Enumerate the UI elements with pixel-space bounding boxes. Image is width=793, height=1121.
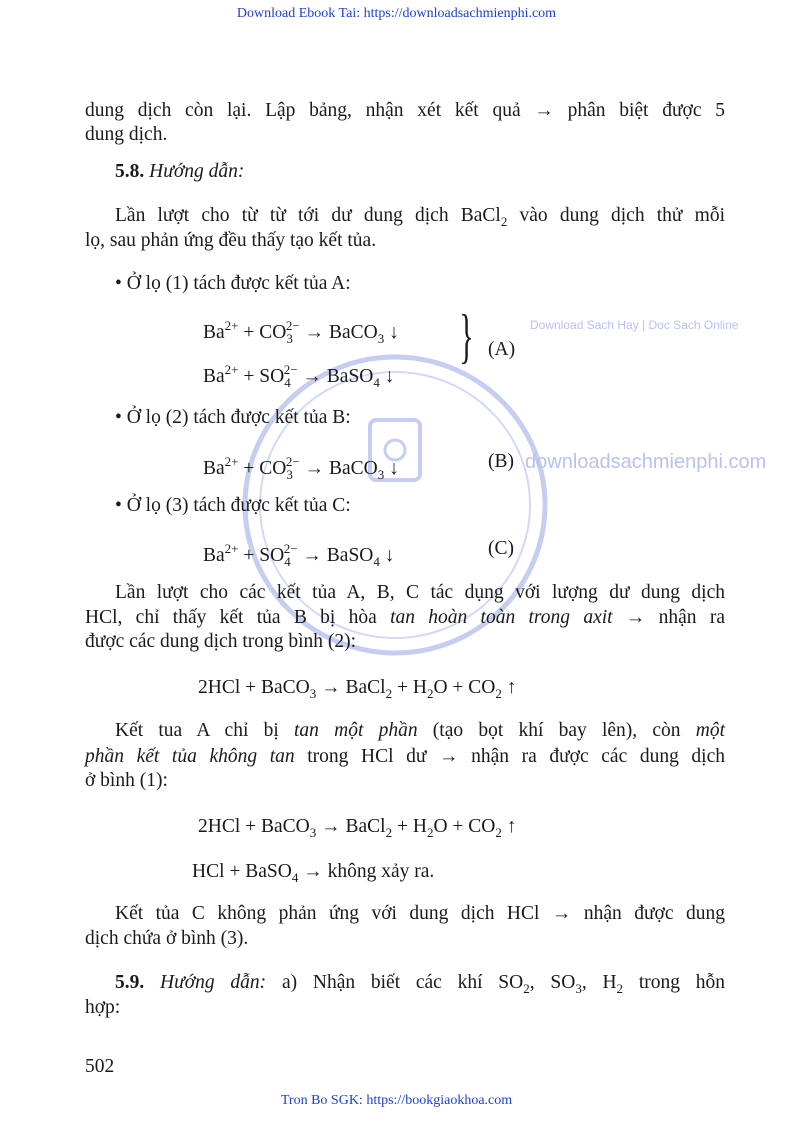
text-segment: → BaSO (297, 545, 374, 566)
text-segment: 3 (377, 331, 385, 346)
text-segment: 4 (284, 554, 291, 569)
text-segment: lọ, sau phản ứng đều thấy tạo kết tủa. (85, 230, 377, 251)
text-segment: • Ở lọ (1) tách được kết tủa A: (115, 273, 351, 294)
text-segment: 2− (283, 362, 298, 377)
label-b: (B) (488, 451, 514, 472)
text-segment: Lần lượt cho từ từ tới dư dung dịch BaCl (115, 205, 501, 226)
text-segment: tan một phần (293, 720, 418, 741)
text-segment: 2+ (224, 318, 239, 333)
text-line (115, 971, 725, 1001)
text-segment: Hướng dẫn: (149, 161, 245, 182)
text-line (115, 272, 351, 296)
text-segment: → không xảy ra. (298, 861, 435, 882)
text-segment: Kết tua A chỉ bị (115, 720, 294, 741)
text-segment: Hướng dẫn: (160, 972, 267, 993)
text-segment: một (695, 720, 726, 741)
text-segment: dung dịch. (85, 124, 168, 145)
text-segment: 4 (373, 375, 380, 390)
text-segment: → nhận ra (612, 607, 725, 628)
text-segment: ↓ (379, 545, 395, 566)
text-segment: → BaCl (316, 677, 386, 698)
text-segment: trong HCl dư → nhận ra được các dung dịch (294, 746, 725, 767)
text-segment: → BaSO (297, 366, 374, 387)
watermark-text: downloadsachmienphi.com (525, 451, 767, 473)
label-a: (A) (488, 339, 516, 360)
label-c: (C) (488, 538, 514, 559)
text-line (85, 123, 167, 147)
text-line (203, 314, 399, 351)
text-segment: HCl + BaSO (192, 861, 292, 882)
text-segment: O + CO (433, 816, 496, 837)
text-segment: 2 (616, 981, 624, 996)
text-segment: 2 (426, 825, 434, 840)
text-segment: ↓ (379, 366, 395, 387)
text-segment: → BaCl (316, 816, 386, 837)
text-segment: 4 (373, 554, 380, 569)
text-segment: a) Nhận biết các khí SO (266, 972, 524, 993)
text-segment: Ba (203, 322, 225, 343)
text-segment: 3 (309, 825, 317, 840)
text-segment: + H (392, 816, 427, 837)
text-line (85, 745, 725, 769)
text-line (85, 606, 725, 630)
text-segment: ở bình (1): (85, 770, 168, 791)
text-segment: 3 (309, 686, 317, 701)
text-segment: 2− (285, 454, 300, 469)
text-segment: ↑ (501, 677, 517, 698)
text-segment: Lần lượt cho các kết tủa A, B, C tác dụng với lượng dư dung dịch (115, 582, 725, 603)
text-segment: được các dung dịch trong bình (2): (85, 631, 357, 652)
text-segment: + H (392, 677, 427, 698)
text-segment: 3 (286, 331, 293, 346)
text-line (198, 676, 517, 706)
text-segment: trong hỗn (623, 972, 725, 993)
text-segment: ↓ (384, 322, 399, 343)
text-segment: ↓ (384, 458, 399, 479)
text-segment: 2+ (224, 454, 239, 469)
text-line (203, 450, 399, 487)
text-segment: 2 (500, 214, 508, 229)
header-download-link[interactable]: Download Ebook Tai: https://downloadsachmienphi.com (236, 6, 557, 21)
text-segment: 2HCl + BaCO (198, 677, 310, 698)
text-segment: 2HCl + BaCO (198, 816, 310, 837)
text-segment: tan hoàn toàn trong axit (390, 607, 613, 628)
text-segment: + SO (238, 545, 285, 566)
text-line (85, 630, 356, 654)
text-segment: • Ở lọ (3) tách được kết tủa C: (115, 495, 351, 516)
text-segment: • Ở lọ (2) tách được kết tủa B: (115, 407, 351, 428)
text-line (115, 719, 725, 743)
text-segment: 2+ (224, 541, 239, 556)
text-line (115, 581, 725, 605)
text-segment: O + CO (433, 677, 496, 698)
text-segment: phần kết tủa không tan (85, 746, 295, 767)
text-segment: , H (581, 972, 617, 993)
text-segment: + CO (238, 322, 287, 343)
text-line (115, 160, 244, 184)
text-segment: → BaCO (299, 322, 378, 343)
text-line (85, 769, 168, 793)
text-segment: + SO (238, 366, 285, 387)
watermark-subtext: Download Sach Hay | Doc Sach Online (530, 318, 739, 332)
text-segment: 3 (286, 467, 293, 482)
text-line (115, 406, 351, 430)
text-segment: Ba (203, 366, 225, 387)
text-segment: 2− (285, 318, 300, 333)
brace: } (459, 303, 474, 369)
page-number: 502 (85, 1056, 115, 1077)
text-line (85, 99, 725, 123)
text-segment: + CO (238, 458, 287, 479)
text-segment: 2+ (224, 362, 239, 377)
text-segment: 2− (283, 541, 298, 556)
text-segment: dịch chứa ở bình (3). (85, 928, 249, 949)
text-segment: ↑ (501, 816, 517, 837)
text-segment: → BaCO (299, 458, 378, 479)
text-line (203, 358, 395, 395)
text-segment: hợp: (85, 997, 121, 1018)
text-segment: Ba (203, 545, 225, 566)
text-line (198, 815, 517, 845)
text-line (115, 494, 351, 518)
text-segment: HCl, chỉ thấy kết tủa B bị hòa (85, 607, 391, 628)
text-segment: 2 (495, 686, 502, 701)
text-segment: vào dung dịch thử mỗi (507, 205, 725, 226)
text-line (85, 996, 120, 1020)
text-segment: Ba (203, 458, 225, 479)
text-segment: 3 (575, 981, 582, 996)
text-segment: 2 (426, 686, 434, 701)
text-segment: 2 (385, 686, 393, 701)
text-segment: dung dịch còn lại. Lập bảng, nhận xét kết quả → phân biệt được 5 (85, 100, 725, 121)
text-segment: 4 (291, 870, 299, 885)
text-segment: 5.8. (115, 161, 150, 182)
text-line (192, 860, 434, 890)
text-segment: 2 (523, 981, 530, 996)
text-segment: 2 (385, 825, 393, 840)
footer-link[interactable]: Tron Bo SGK: https://bookgiaokhoa.com (280, 1093, 513, 1108)
text-line (85, 927, 248, 951)
text-segment: (tạo bọt khí bay lên), còn (417, 720, 696, 741)
text-line (115, 902, 725, 926)
text-segment: 4 (284, 375, 291, 390)
text-segment: 2 (495, 825, 502, 840)
text-segment: , SO (529, 972, 576, 993)
text-line (85, 229, 376, 253)
text-line (203, 537, 395, 574)
text-segment: 5.9. (115, 972, 161, 993)
text-segment: 3 (377, 467, 385, 482)
text-segment: Kết tủa C không phản ứng với dung dịch HCl → nhận được dung (115, 903, 725, 924)
